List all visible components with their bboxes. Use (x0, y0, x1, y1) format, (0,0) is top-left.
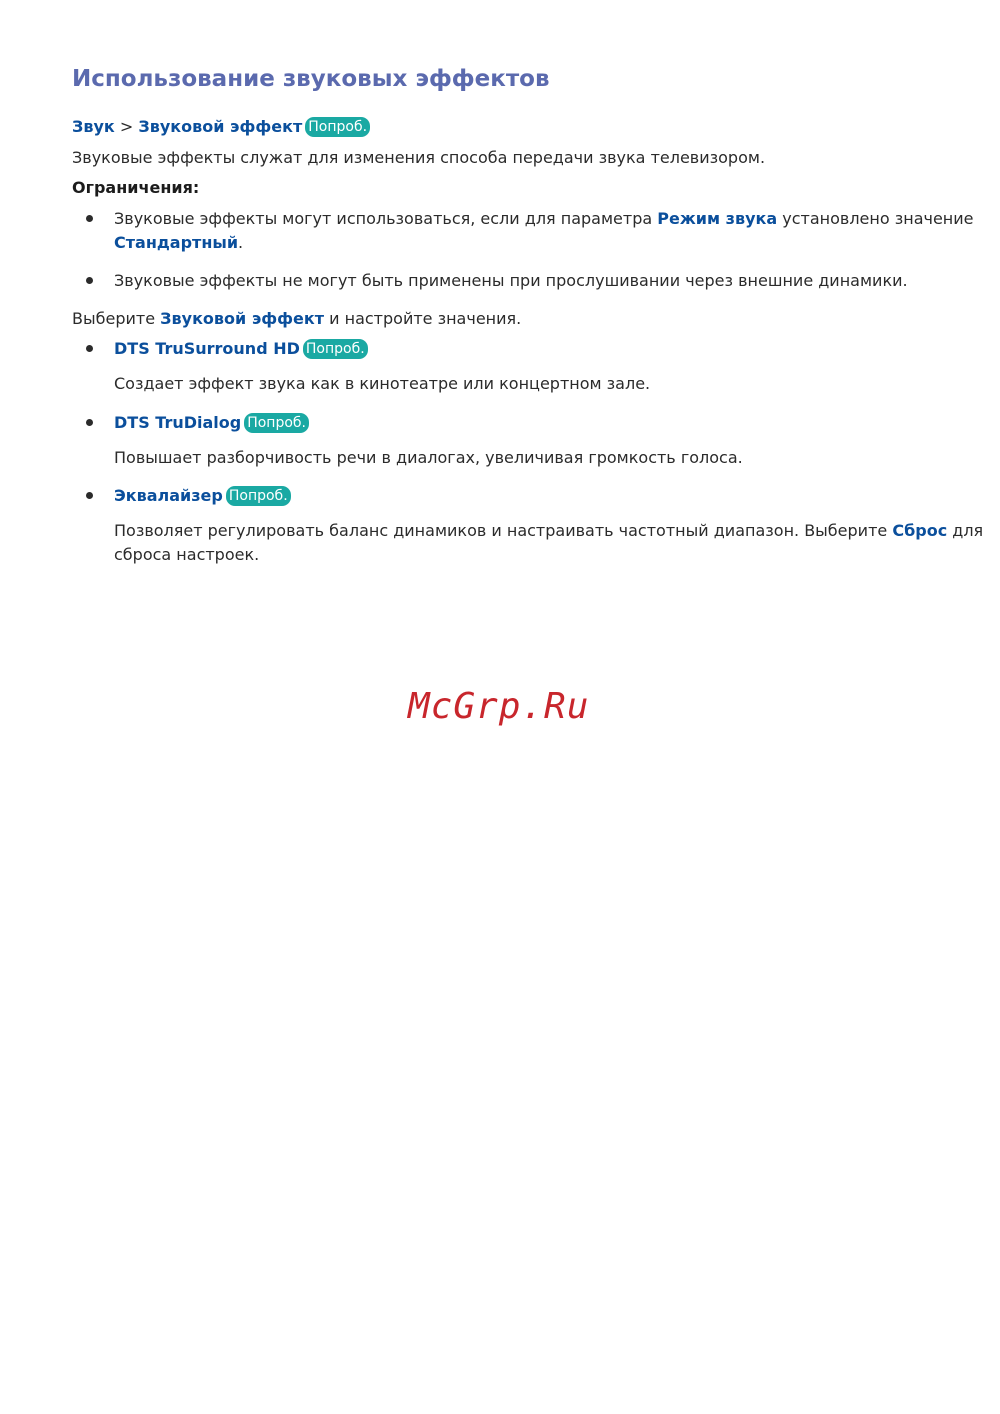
option-name[interactable]: Эквалайзер (114, 486, 223, 505)
restriction-item-2: Звуковые эффекты не могут быть применены при прослушивании через внешние динамики. (114, 271, 908, 290)
option-desc-cont: сброса настроек. (114, 545, 260, 564)
option-dts-trudialog (114, 411, 309, 435)
path-separator: > (119, 117, 134, 136)
sound-mode-link[interactable]: Режим звука (657, 209, 778, 228)
restriction-item-1-cont (114, 231, 243, 255)
try-button[interactable]: Попроб. (303, 339, 368, 359)
choose-text-c: и настройте значения. (329, 309, 522, 328)
try-button[interactable]: Попроб. (305, 117, 370, 137)
bullet-icon (86, 215, 93, 222)
path-item-sound-effect[interactable]: Звуковой эффект (138, 117, 303, 136)
period: . (238, 233, 244, 252)
path-item-sound[interactable]: Звук (72, 117, 115, 136)
bullet-icon (86, 419, 93, 426)
restrictions-label: Ограничения: (72, 178, 200, 197)
option-desc (114, 519, 983, 543)
option-desc-b: для (952, 521, 984, 540)
sound-effect-link[interactable]: Звуковой эффект (160, 309, 325, 328)
restriction-item-1 (114, 207, 974, 231)
option-name[interactable]: DTS TruSurround HD (114, 339, 300, 358)
bullet-icon (86, 277, 93, 284)
option-desc-a: Позволяет регулировать баланс динамиков и настраивать частотный диапазон. Выберите (114, 521, 888, 540)
page-title: Использование звуковых эффектов (72, 66, 550, 92)
reset-link[interactable]: Сброс (892, 521, 948, 540)
choose-text-a: Выберите (72, 309, 156, 328)
menu-path (72, 115, 370, 139)
try-button[interactable]: Попроб. (226, 486, 291, 506)
option-dts-trusurround (114, 337, 368, 361)
watermark: McGrp.Ru (408, 686, 590, 727)
option-equalizer (114, 484, 291, 508)
option-desc: Повышает разборчивость речи в диалогах, увеличивая громкость голоса. (114, 448, 743, 467)
choose-text (72, 307, 521, 331)
restriction-text: Звуковые эффекты могут использоваться, если для параметра (114, 209, 653, 228)
intro-text: Звуковые эффекты служат для изменения способа передачи звука телевизором. (72, 148, 766, 167)
bullet-icon (86, 492, 93, 499)
bullet-icon (86, 345, 93, 352)
restriction-text: установлено значение (782, 209, 974, 228)
standard-link[interactable]: Стандартный (114, 233, 239, 252)
option-desc: Создает эффект звука как в кинотеатре или концертном зале. (114, 374, 651, 393)
try-button[interactable]: Попроб. (244, 413, 309, 433)
option-name[interactable]: DTS TruDialog (114, 413, 242, 432)
